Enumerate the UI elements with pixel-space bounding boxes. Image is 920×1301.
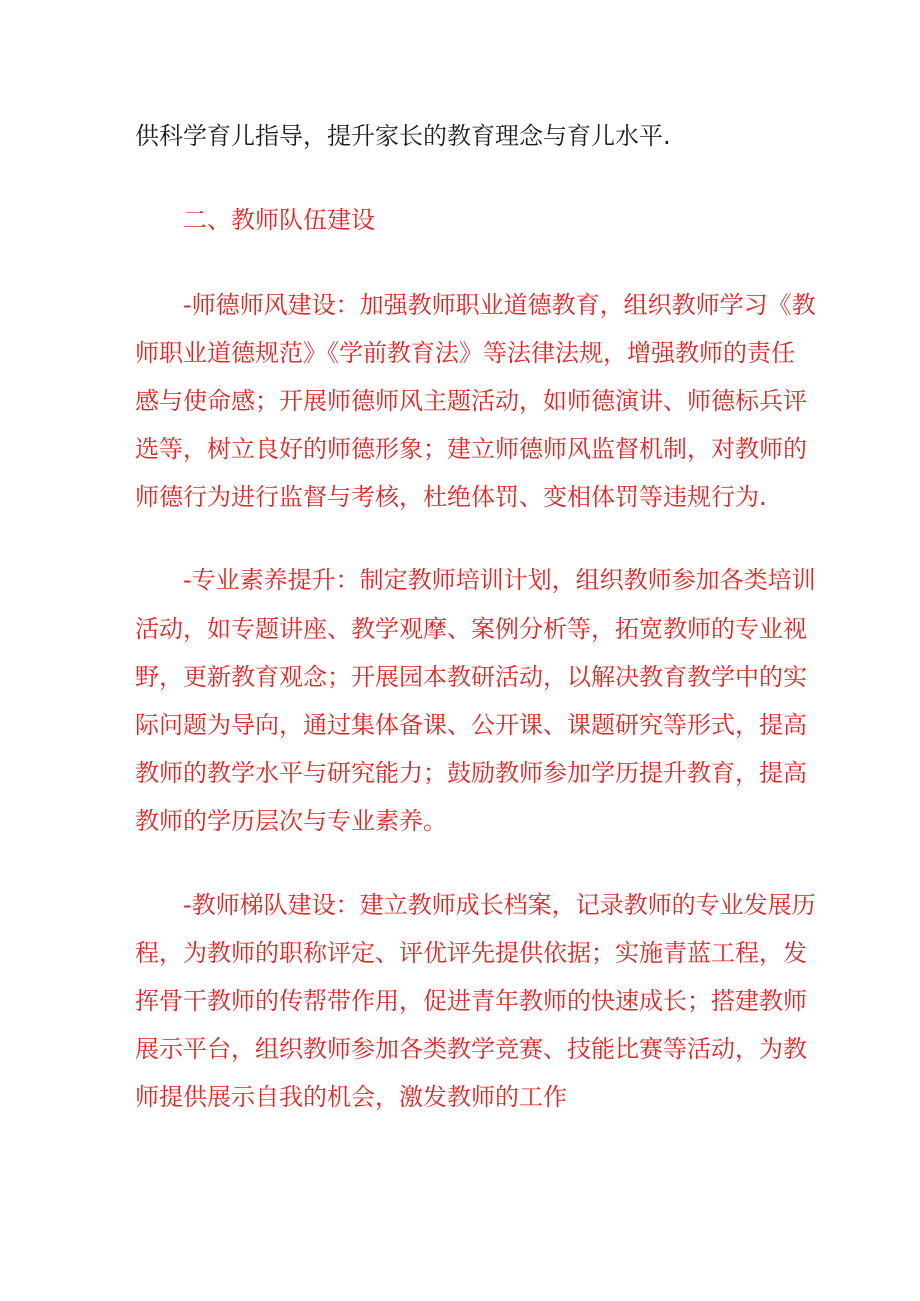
paragraph-line: 感与使命感；开展师德师风主题活动，如师德演讲、师德标兵评 [135, 387, 807, 415]
paragraph-line: -师德师风建设：加强教师职业道德教育，组织教师学习《教 [183, 291, 816, 319]
paragraph-line: 活动，如专题讲座、教学观摩、案例分析等，拓宽教师的专业视 [135, 615, 807, 643]
paragraph-line: 师德行为进行监督与考核，杜绝体罚、变相体罚等违规行为. [135, 483, 767, 511]
paragraph-line: 师职业道德规范》《学前教育法》等法律法规，增强教师的责任 [135, 339, 795, 367]
paragraph-line: 选等，树立良好的师德形象；建立师德师风监督机制，对教师的 [135, 435, 807, 463]
paragraph-line: -教师梯队建设：建立教师成长档案，记录教师的专业发展历 [183, 891, 816, 919]
paragraph-line: 野，更新教育观念；开展园本教研活动，以解决教育教学中的实 [135, 663, 807, 691]
intro-line: 供科学育儿指导，提升家长的教育理念与育儿水平. [135, 122, 671, 150]
paragraph-line: 挥骨干教师的传帮带作用，促进青年教师的快速成长；搭建教师 [135, 987, 807, 1015]
paragraph-line: 教师的教学水平与研究能力；鼓励教师参加学历提升教育，提高 [135, 759, 807, 787]
paragraph-line: 程，为教师的职称评定、评优评先提供依据；实施青蓝工程，发 [135, 939, 807, 967]
section-heading: 二、教师队伍建设 [183, 206, 375, 234]
paragraph-line: 教师的学历层次与专业素养。 [135, 807, 447, 835]
paragraph-line: 际问题为导向，通过集体备课、公开课、课题研究等形式，提高 [135, 711, 807, 739]
paragraph-line: 展示平台，组织教师参加各类教学竞赛、技能比赛等活动，为教 [135, 1035, 807, 1063]
paragraph-line: -专业素养提升：制定教师培训计划，组织教师参加各类培训 [183, 566, 816, 594]
paragraph-line: 师提供展示自我的机会，激发教师的工作 [135, 1083, 567, 1111]
